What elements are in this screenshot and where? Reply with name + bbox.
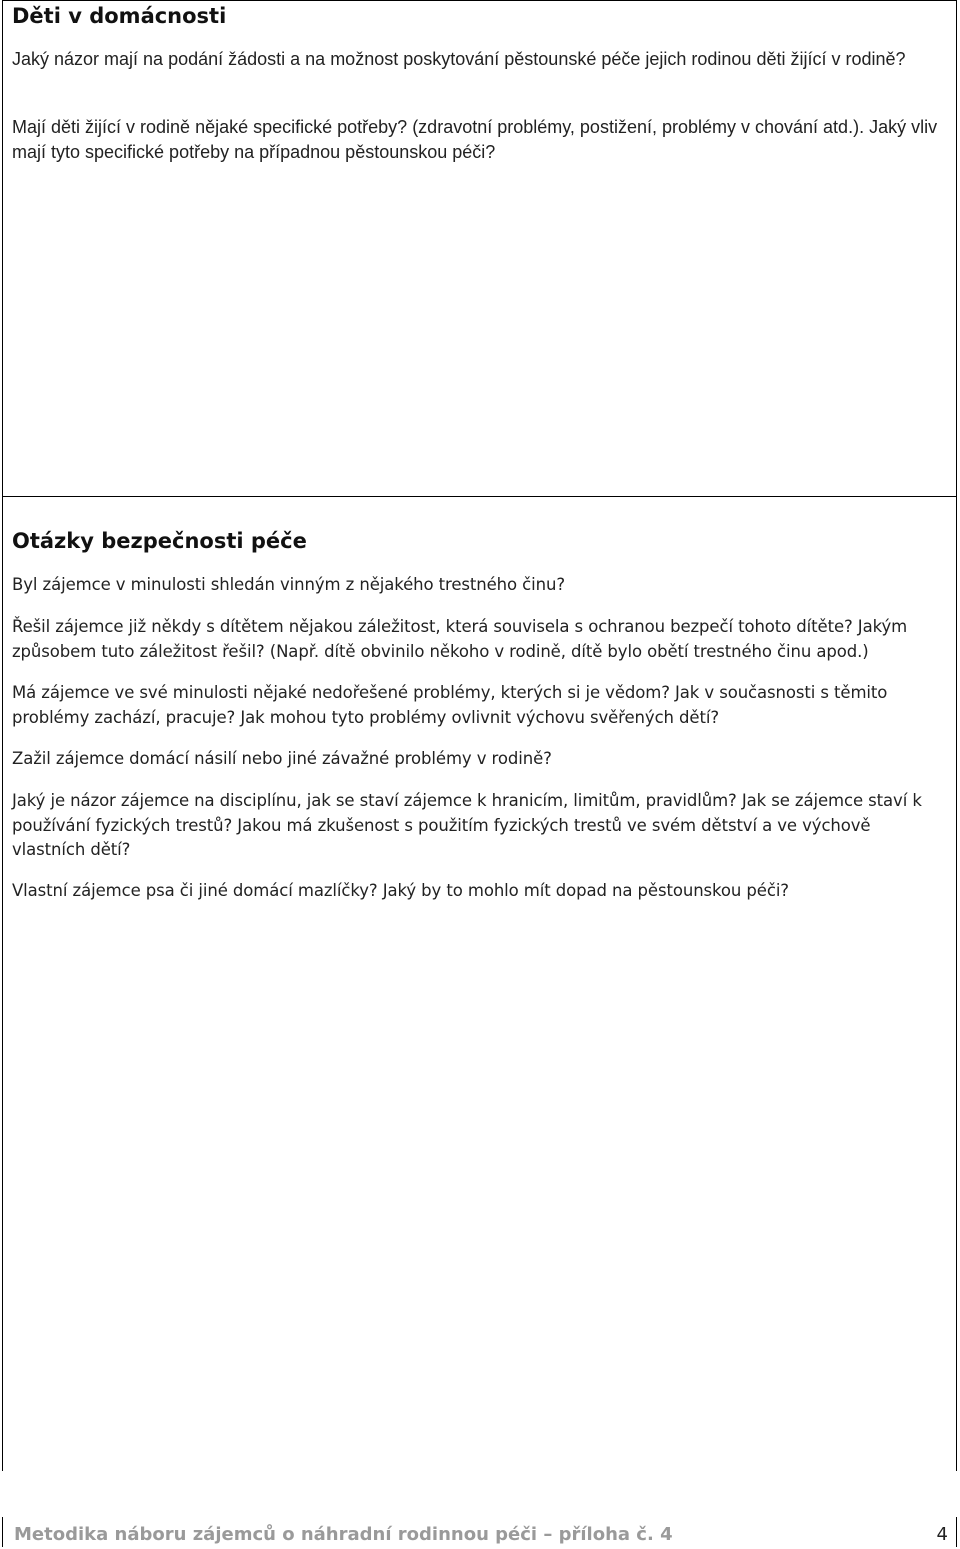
- question-discipline: Jaký je názor zájemce na disciplínu, jak se staví zájemce k hranicím, limitům, pravidlům? Jak se zájemce staví k používání fyzických trestů? Jakou má zkušenost s použitím fyzických trestů ve svém dětství a ve výchově vlastních dětí?: [12, 791, 922, 859]
- footer-title: Metodika náboru zájemců o náhradní rodinnou péči – příloha č. 4: [14, 1524, 673, 1545]
- question-criminal-record: Byl zájemce v minulosti shledán vinným z nějakého trestného činu?: [12, 575, 566, 594]
- footer-left-rule: [2, 1517, 3, 1547]
- question-domestic-violence: Zažil zájemce domácí násilí nebo jiné závažné problémy v rodině?: [12, 749, 552, 768]
- question-children-opinion: Jaký názor mají na podání žádosti a na možnost poskytování pěstounské péče jejich rodinou děti žijící v rodině?: [12, 49, 906, 69]
- question-unresolved-problems: Má zájemce ve své minulosti nějaké nedořešené problémy, kterých si je vědom? Jak v současnosti s těmito problémy zachází, pracuje? Jak mohou tyto problémy ovlivnit výchovu svěřených dětí?: [12, 683, 888, 727]
- page-number: 4: [936, 1524, 948, 1545]
- question-child-safety-issue: Řešil zájemce již někdy s dítětem nějakou záležitost, která souvisela s ochranou bezpečí tohoto dítěte? Jakým způsobem tuto záležitost řešil? (Např. dítě obvinilo někoho v rodině, dítě bylo obětí trestného činu apod.): [12, 617, 908, 661]
- section-children-title: Děti v domácnosti: [12, 4, 227, 28]
- section-safety-title: Otázky bezpečnosti péče: [12, 529, 307, 553]
- section-children-box: [2, 0, 957, 496]
- question-pets: Vlastní zájemce psa či jiné domácí mazlíčky? Jaký by to mohlo mít dopad na pěstounskou péči?: [12, 881, 789, 900]
- footer-right-rule: [956, 1517, 957, 1547]
- question-children-specific-needs: Mají děti žijící v rodině nějaké specifické potřeby? (zdravotní problémy, postižení, problémy v chování atd.). Jaký vliv mají tyto specifické potřeby na případnou pěstounskou péči?: [12, 117, 938, 162]
